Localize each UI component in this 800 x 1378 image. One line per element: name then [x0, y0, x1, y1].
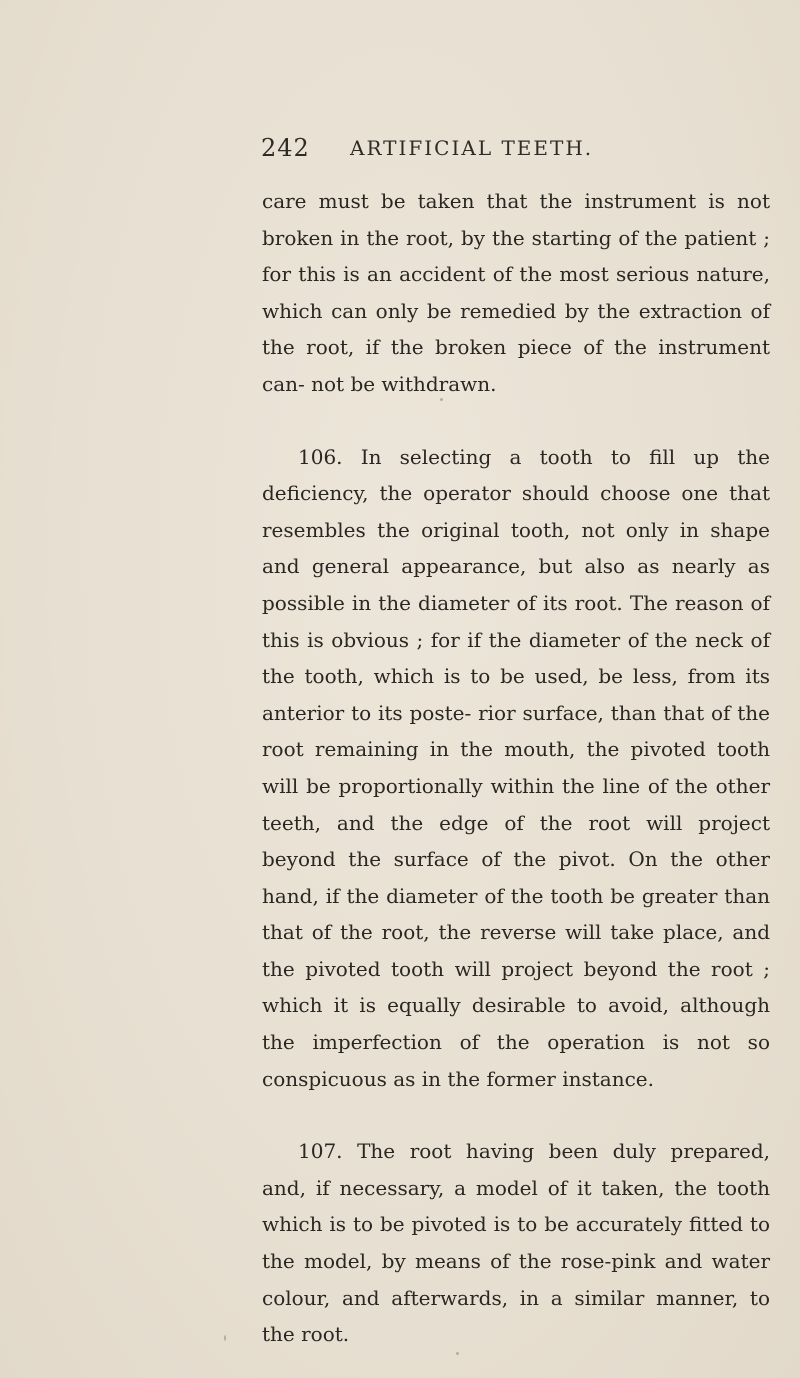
paragraph-107: 107. The root having been duly prepared, and, if necessary, a model of it taken, the tooth which is to be pivoted is to be accurately fitted to the model, by means of the rose-pink and water colour, and afterwards, in a similar manner, to the root. [262, 1139, 770, 1347]
page-number: 242 [261, 134, 310, 162]
page-header [0, 134, 800, 164]
paragraph-continuation: care must be taken that the instrument is not broken in the root, by the starting of the patient ; for this is an accident of the most serious nature, which can only be remedied by the extraction of the root, if the broken piece of the instrument can- not be withdrawn. [262, 189, 770, 396]
running-head: ARTIFICIAL TEETH. [350, 136, 594, 160]
paper-speck [440, 398, 443, 401]
paragraph-106: 106. In selecting a tooth to fill up the deficiency, the operator should choose one that resembles the original tooth, not only in shape and general appearance, but also as nearly as possible in the diameter of its root. The reason of this is obvious ; for if the diameter of the neck of the tooth, which is to be used, be less, from its anterior to its poste- rior surface, than that of the root remaining in the mouth, the pivoted tooth will be proportionally within the line of the other teeth, and the edge of the root will project beyond the surface of the pivot. On the other hand, if the diameter of the tooth be greater than that of the root, the reverse will take place, and the pivoted tooth will project beyond the root ; which it is equally desirable to avoid, although the imperfection of the operation is not so conspicuous as in the former instance. [262, 444, 770, 1091]
body-text [262, 183, 770, 1353]
paper-speck [456, 1352, 459, 1355]
paper-speck [224, 1335, 226, 1341]
